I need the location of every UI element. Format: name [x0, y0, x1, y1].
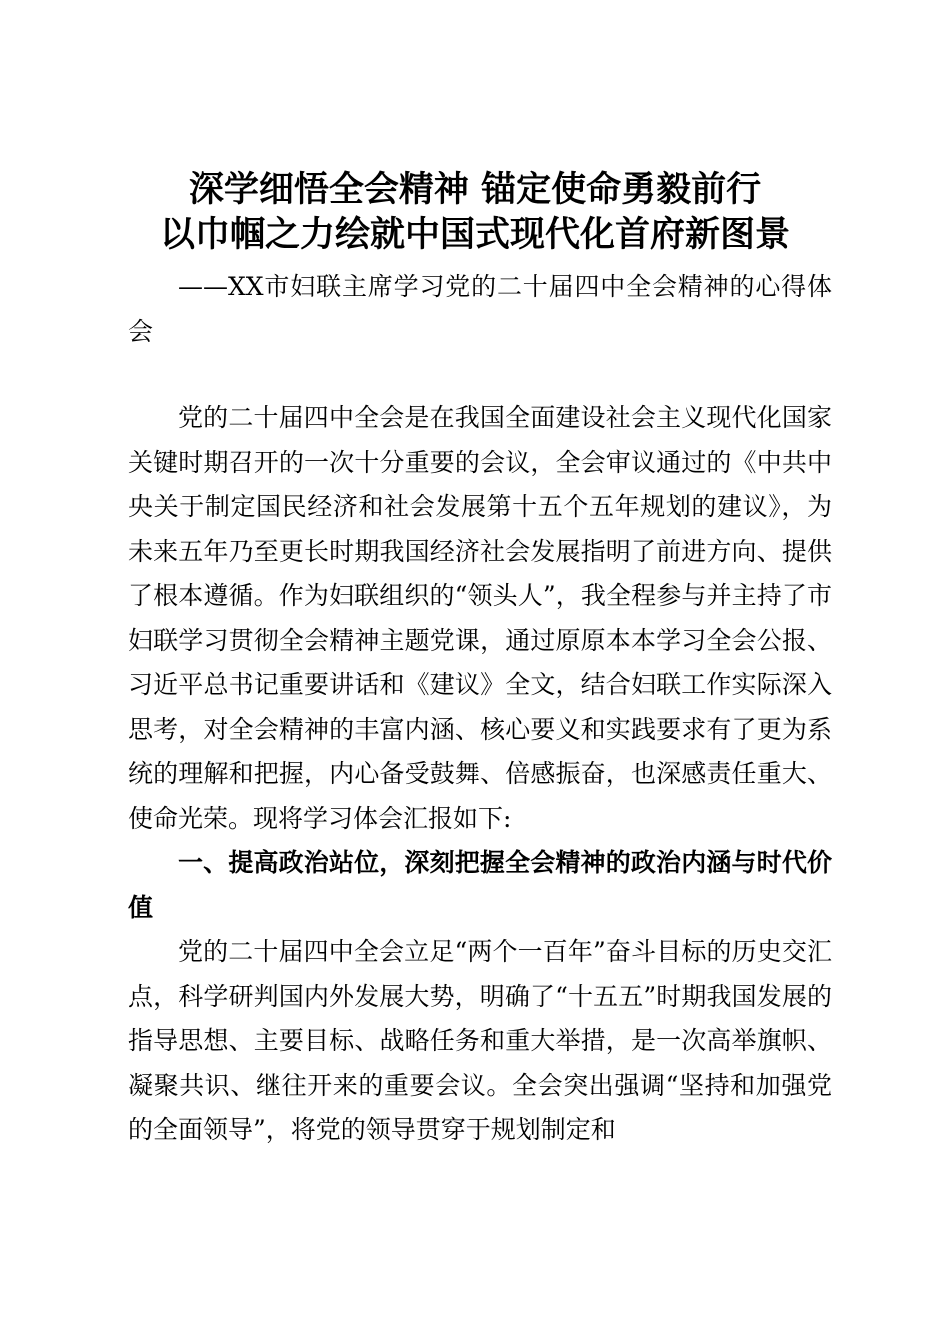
- subtitle: ——XX市妇联主席学习党的二十届四中全会精神的心得体会: [128, 272, 832, 346]
- title-line-2: 以巾帼之力绘就中国式现代化首府新图景: [159, 215, 790, 255]
- section-heading-1: 一、提高政治站位，深刻把握全会精神的政治内涵与时代价值: [128, 848, 832, 922]
- title-line-1: 深学细悟全会精神 锚定使命勇毅前行: [188, 170, 762, 210]
- paragraph-intro: 党的二十届四中全会是在我国全面建设社会主义现代化国家关键时期召开的一次十分重要的会议，全会审议通过的《中共中央关于制定国民经济和社会发展第十五个五年规划的建议》，为未来五年乃至更长时期我国经济社会发展指明了前进方向、提供了根本遵循。作为妇联组织的“领头人”，我全程参与并主持了市妇联学习贯彻全会精神主题党课，通过原原本本学习全会公报、习近平总书记重要讲话和《建议》全文，结合妇联工作实际深入思考，对全会精神的丰富内涵、核心要义和实践要求有了更为系统的理解和把握，内心备受鼓舞、倍感振奋，也深感责任重大、使命光荣。现将学习体会汇报如下:: [128, 403, 832, 833]
- paragraph-section-1: 党的二十届四中全会立足“两个一百年”奋斗目标的历史交汇点，科学研判国内外发展大势，明确了“十五五”时期我国发展的指导思想、主要目标、战略任务和重大举措，是一次高举旗帜、凝聚共识、继往开来的重要会议。全会突出强调“坚持和加强党的全面领导”，将党的领导贯穿于规划制定和: [128, 937, 832, 1144]
